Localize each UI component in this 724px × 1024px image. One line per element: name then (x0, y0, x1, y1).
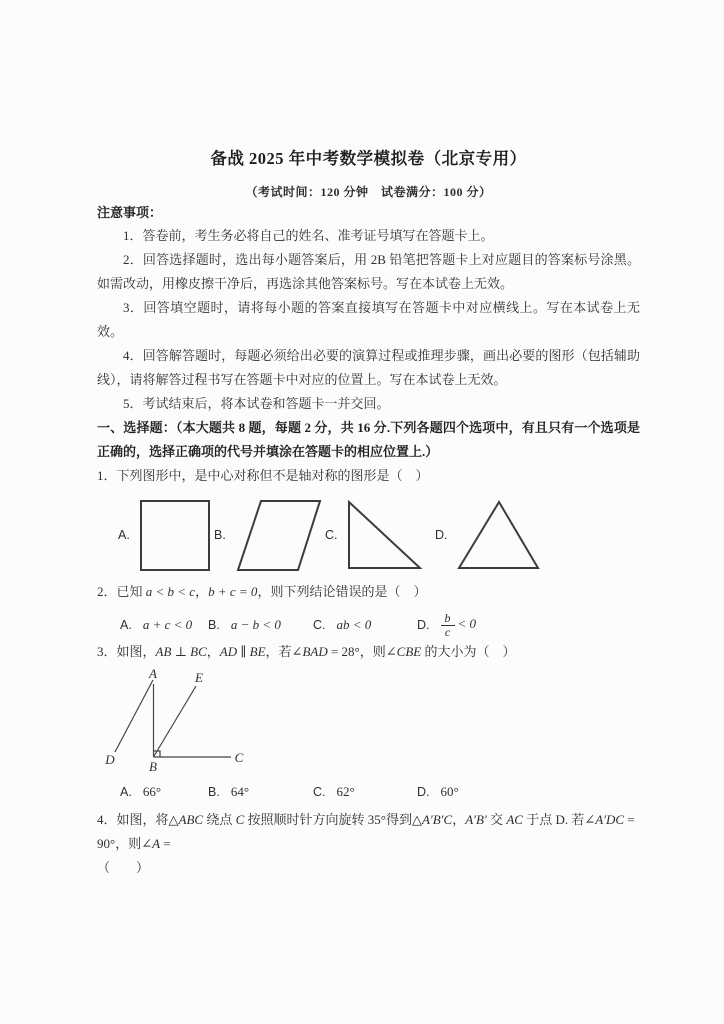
q1-option-d (435, 496, 541, 574)
q3-option-d-label: D. (417, 785, 430, 799)
question-1-text: 1．下列图形中，是中心对称但不是轴对称的图形是（ ） (97, 468, 429, 483)
q3-option-c (313, 784, 417, 800)
section-choice-heading: 一、选择题：（本大题共 8 题，每题 2 分，共 16 分.下列各题四个选项中，有且只有一个选项是正确的，选择正确项的代号并填涂在答题卡的相应位置上.） (97, 420, 640, 459)
fraction-numerator: b (441, 612, 455, 626)
note-item-3: 3．回答填空题时，请将每小题的答案直接填写在答题卡中对应横线上。写在本试卷上无效。 (97, 300, 640, 339)
q2-option-a-label: A. (120, 618, 132, 632)
q1-option-b-label: B. (214, 528, 226, 542)
question-4-text: 4．如图，将△ABC 绕点 C 按照顺时针方向旋转 35°得到△A′B′C，A′B′ 交 AC 于点 D. 若∠A′DC = 90°，则∠A = (97, 812, 635, 851)
question-3-text: 3．如图，AB ⊥ BC，AD ∥ BE，若∠BAD = 28°，则∠CBE 的大小为（ ） (97, 644, 516, 659)
note-item-5: 5．考试结束后，将本试卷和答题卡一并交回。 (123, 396, 390, 411)
figure-label-a: A (149, 666, 157, 681)
square-shape-icon (139, 499, 211, 572)
question-2-options-row (120, 610, 640, 640)
figure-label-e: E (195, 670, 203, 685)
q2-option-c-label: C. (313, 618, 326, 632)
page-content (97, 146, 640, 880)
q2-option-a-text: a + c < 0 (142, 617, 193, 632)
q1-option-b (214, 496, 323, 574)
angle-figure-diagram (103, 666, 253, 778)
q3-option-a-label: A. (120, 785, 132, 799)
q1-option-a-label: A. (118, 528, 130, 542)
question-4-answer-paren: （ ） (97, 860, 150, 875)
figure-label-d: D (105, 752, 115, 767)
q3-option-a (120, 784, 208, 800)
page-title: 备战 2025 年中考数学模拟卷（北京专用） (210, 149, 527, 168)
q3-option-b-text: 64° (230, 784, 250, 799)
q1-option-c (325, 496, 423, 574)
note-item-4: 4．回答解答题时，每题必须给出必要的演算过程或推理步骤，画出必要的图形（包括辅助线），请将解答过程书写在答题卡中对应的位置上。写在本试卷上无效。 (97, 348, 640, 387)
figure-label-b: B (149, 759, 157, 774)
figure-label-c: C (234, 750, 244, 765)
q3-option-c-text: 62° (336, 784, 355, 799)
q3-option-a-text: 66° (142, 784, 162, 799)
parallelogram-shape-icon (235, 499, 323, 572)
notes-heading: 注意事项： (97, 205, 163, 220)
q1-option-d-label: D. (435, 528, 448, 542)
isosceles-triangle-shape-icon (457, 499, 541, 571)
q3-option-d-text: 60° (440, 784, 459, 799)
q3-option-b (208, 784, 313, 800)
q2-option-b-text: a − b < 0 (230, 617, 281, 632)
note-item-2: 2．回答选择题时，选出每小题答案后，用 2B 铅笔把答题卡上对应题目的答案标号涂黑。如需改动，用橡皮擦干净后，再选涂其他答案标号。写在本试卷上无效。 (97, 252, 640, 291)
q2-option-d-label: D. (417, 618, 430, 632)
fraction-denominator: c (444, 624, 451, 639)
question-3-options-row (120, 780, 640, 804)
question-1-options-row (97, 496, 640, 574)
q2-option-a (120, 617, 208, 633)
q2-option-c (313, 617, 417, 633)
q1-option-c-label: C. (325, 528, 338, 542)
q2-option-d-fraction (441, 612, 477, 638)
question-2-text: 2．已知 a < b < c，b + c = 0，则下列结论错误的是（ ） (97, 584, 427, 599)
q2-option-d-tail: < 0 (457, 615, 477, 631)
note-item-1: 1．答卷前，考生务必将自己的姓名、准考证号填写在答题卡上。 (123, 228, 494, 243)
q1-option-a (118, 496, 211, 574)
q3-option-b-label: B. (208, 785, 220, 799)
q3-option-d (417, 784, 640, 800)
q2-option-b-label: B. (208, 618, 220, 632)
q3-option-c-label: C. (313, 785, 326, 799)
q2-option-c-text: ab < 0 (336, 617, 372, 632)
exam-time-score-subtitle: （考试时间：120 分钟 试卷满分：100 分） (245, 185, 492, 199)
q2-option-d (417, 612, 640, 638)
question-3-figure (103, 666, 640, 778)
right-triangle-shape-icon (347, 500, 423, 571)
q2-option-b (208, 617, 313, 633)
